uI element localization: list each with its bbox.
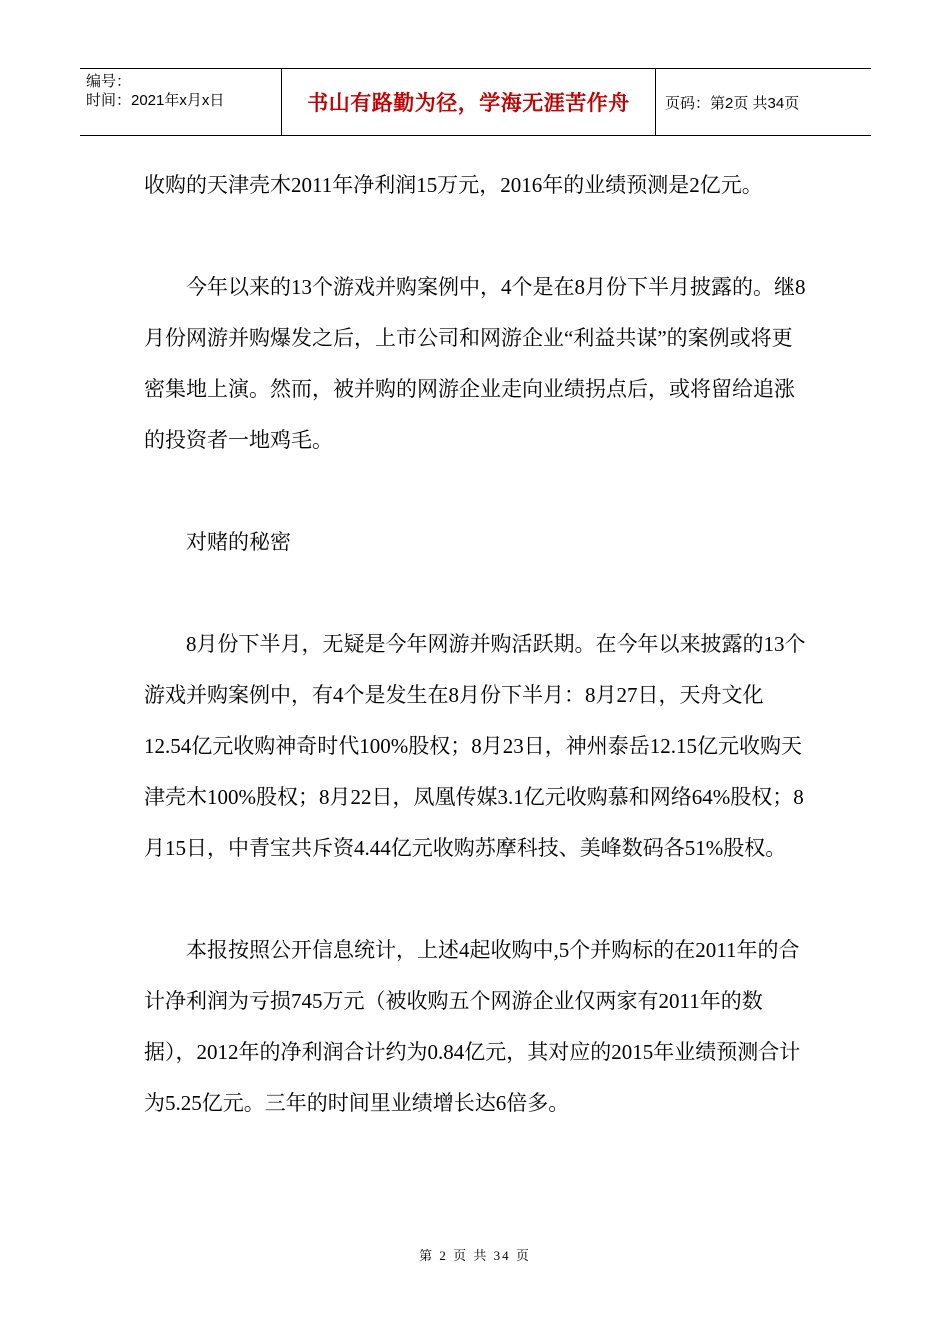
section-heading: 对赌的秘密 [186,530,291,554]
paragraph-gap [144,211,810,262]
paragraph: 8月份下半月，无疑是今年网游并购活跃期。在今年以来披露的13个游戏并购案例中，有4个是发生在8月份下半月：8月27日，天舟文化12.54亿元收购神奇时代100%股权；8月23日，神州泰岳12.15亿元收购天津壳木100%股权；8月22日，凤凰传媒3.1亿元收购慕和网络64%股权；8月15日，中青宝共斥资4.44亿元收购苏摩科技、美峰数码各51%股权。 [144,632,806,860]
paragraph: 今年以来的13个游戏并购案例中，4个是在8月份下半月披露的。继8月份网游并购爆发之后，上市公司和网游企业“利益共谋”的案例或将更密集地上演。然而，被并购的网游企业走向业绩拐点后，或将留给追涨的投资者一地鸡毛。 [144,275,806,452]
document-time-label: 时间：2021年x月x日 [86,92,225,109]
document-number-label: 编号： [86,73,132,90]
paragraph-gap [144,568,810,619]
page-footer: 第 2 页 共 34 页 [419,1248,531,1263]
document-body [144,160,810,1129]
paragraph-gap [144,874,810,925]
header-page-info: 页码：第2页 共34页 [665,94,800,112]
paragraph-continuation: 收购的天津壳木2011年净利润15万元，2016年的业绩预测是2亿元。 [144,173,763,197]
paragraph: 本报按照公开信息统计，上述4起收购中,5个并购标的在2011年的合计净利润为亏损745万元（被收购五个网游企业仅两家有2011年的数据），2012年的净利润合计约为0.84亿元，其对应的2015年业绩预测合计为5.25亿元。三年的时间里业绩增长达6倍多。 [144,938,801,1115]
paragraph-gap [144,466,810,517]
document-header [80,68,871,136]
header-meta-cell [80,69,282,135]
header-motto: 书山有路勤为径，学海无涯苦作舟 [282,69,656,135]
